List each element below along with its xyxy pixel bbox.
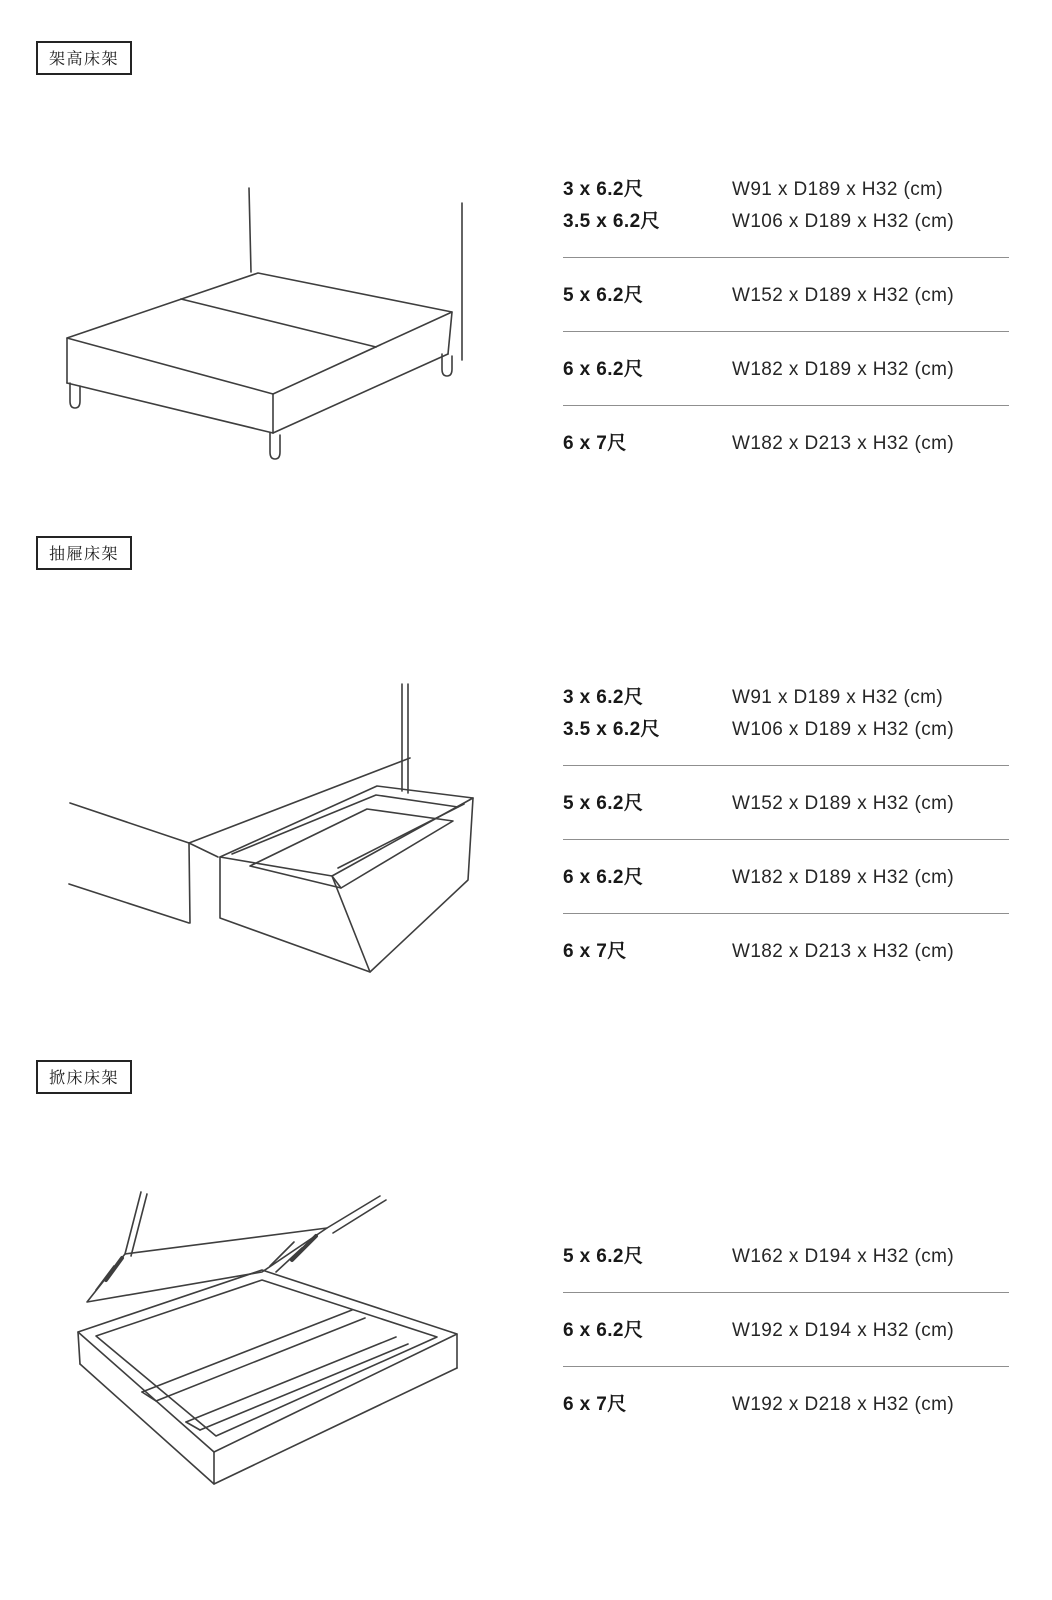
drawer-bed-frame-illustration — [30, 650, 510, 990]
size-label: 6 x 7尺 — [563, 1394, 627, 1415]
spec-row — [563, 431, 1009, 457]
section-label-raised-bed: 架高床架 — [36, 41, 132, 75]
size-label: 5 x 6.2尺 — [563, 1246, 644, 1267]
raised-bed-frame-illustration — [30, 150, 510, 480]
size-label: 6 x 6.2尺 — [563, 1320, 644, 1341]
section-label-drawer-bed: 抽屜床架 — [36, 536, 132, 570]
spec-row — [563, 717, 1009, 743]
row-divider — [563, 331, 1009, 332]
dimensions-value: W182 x D189 x H32 (cm) — [732, 867, 955, 888]
spec-row — [563, 283, 1009, 309]
row-divider — [563, 257, 1009, 258]
size-label: 3 x 6.2尺 — [563, 179, 644, 200]
dimensions-value: W192 x D194 x H32 (cm) — [732, 1320, 955, 1341]
dimensions-value: W91 x D189 x H32 (cm) — [732, 179, 944, 200]
size-label: 6 x 7尺 — [563, 433, 627, 454]
dimensions-value: W162 x D194 x H32 (cm) — [732, 1246, 955, 1267]
dimensions-value: W192 x D218 x H32 (cm) — [732, 1394, 955, 1415]
section-label-lift-bed: 掀床床架 — [36, 1060, 132, 1094]
spec-row — [563, 1244, 1009, 1270]
size-label: 3 x 6.2尺 — [563, 687, 644, 708]
row-divider — [563, 839, 1009, 840]
spec-row — [563, 1392, 1009, 1418]
dimensions-value: W106 x D189 x H32 (cm) — [732, 719, 955, 740]
spec-row — [563, 685, 1009, 711]
dimensions-value: W152 x D189 x H32 (cm) — [732, 285, 955, 306]
dimensions-value: W91 x D189 x H32 (cm) — [732, 687, 944, 708]
spec-table-raised-bed — [563, 177, 1009, 457]
row-divider — [563, 913, 1009, 914]
row-divider — [563, 1366, 1009, 1367]
size-label: 6 x 7尺 — [563, 941, 627, 962]
spec-row — [563, 791, 1009, 817]
dimensions-value: W182 x D213 x H32 (cm) — [732, 433, 955, 454]
size-label: 5 x 6.2尺 — [563, 285, 644, 306]
spec-row — [563, 1318, 1009, 1344]
row-divider — [563, 405, 1009, 406]
size-label: 6 x 6.2尺 — [563, 359, 644, 380]
size-label: 6 x 6.2尺 — [563, 867, 644, 888]
size-label: 3.5 x 6.2尺 — [563, 211, 660, 232]
spec-table-lift-bed — [563, 1244, 1009, 1418]
spec-row — [563, 865, 1009, 891]
spec-row — [563, 177, 1009, 203]
spec-row — [563, 939, 1009, 965]
spec-row — [563, 357, 1009, 383]
dimensions-value: W106 x D189 x H32 (cm) — [732, 211, 955, 232]
dimensions-value: W152 x D189 x H32 (cm) — [732, 793, 955, 814]
size-label: 5 x 6.2尺 — [563, 793, 644, 814]
dimensions-value: W182 x D213 x H32 (cm) — [732, 941, 955, 962]
spec-table-drawer-bed — [563, 685, 1009, 965]
dimensions-value: W182 x D189 x H32 (cm) — [732, 359, 955, 380]
lift-up-bed-frame-illustration — [30, 1124, 510, 1504]
size-label: 3.5 x 6.2尺 — [563, 719, 660, 740]
spec-row — [563, 209, 1009, 235]
row-divider — [563, 765, 1009, 766]
row-divider — [563, 1292, 1009, 1293]
